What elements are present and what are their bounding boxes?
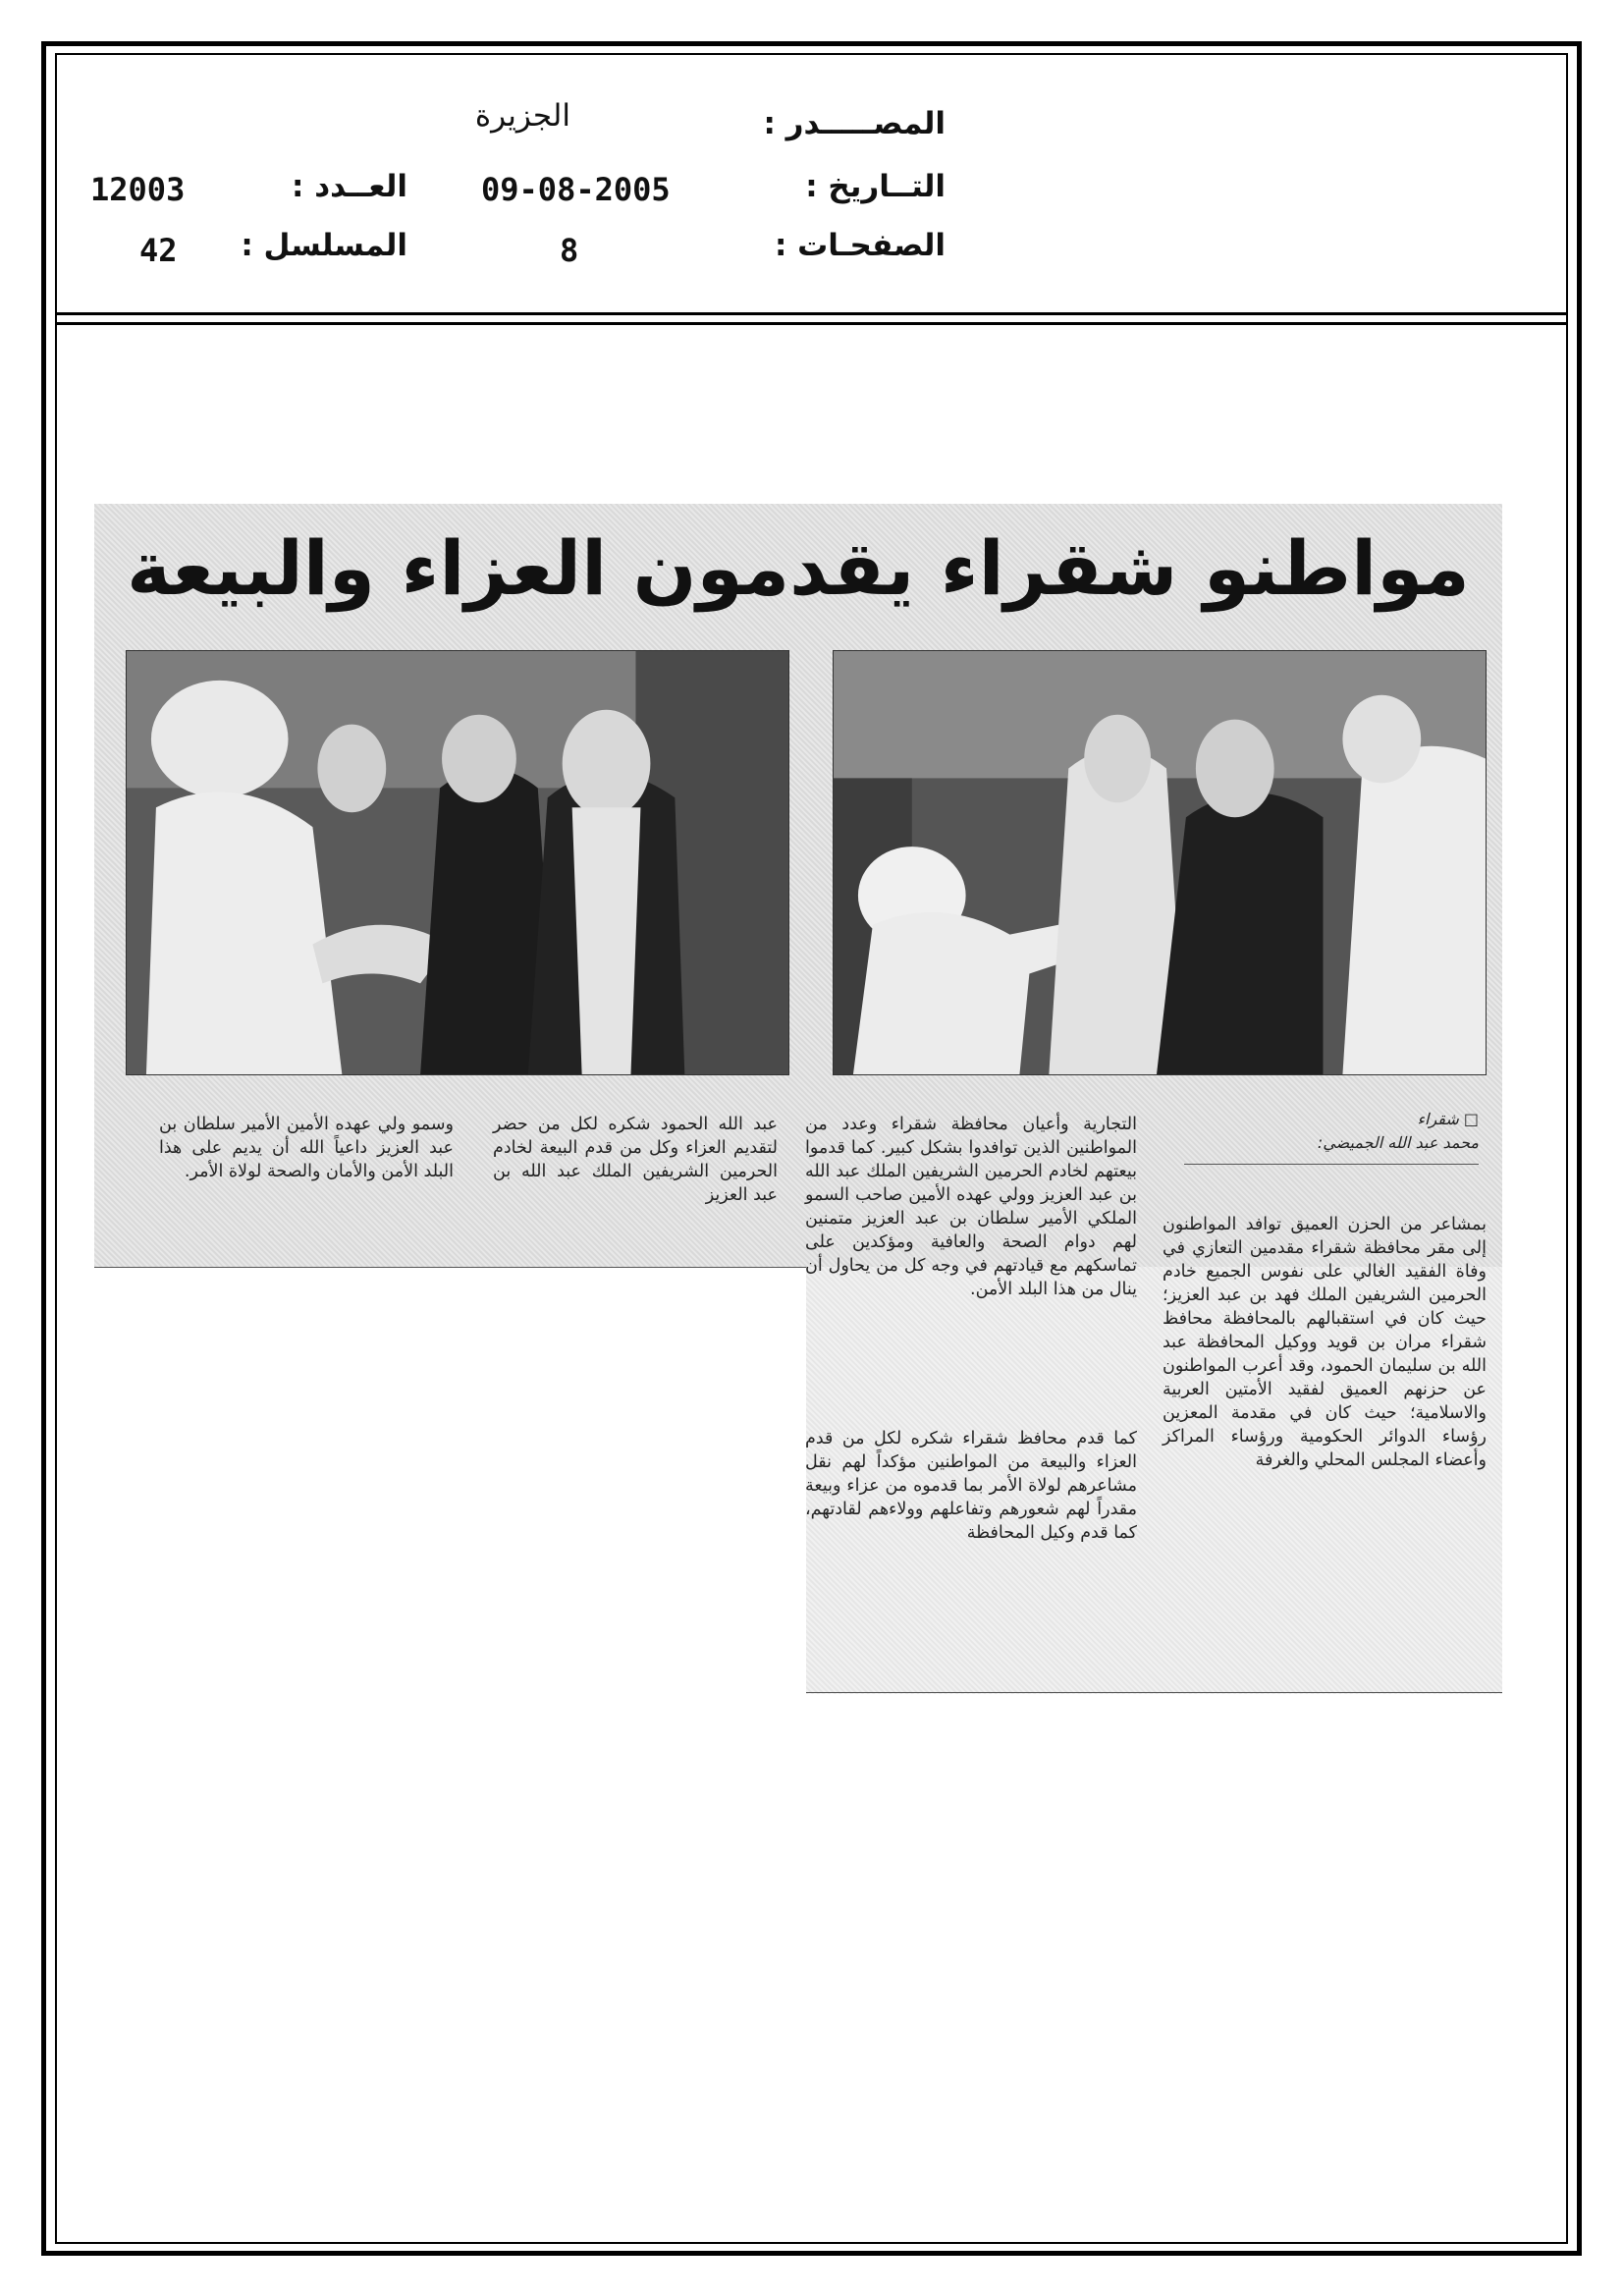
section-rule-left [94,1267,806,1268]
date-label: التــاريخ : [805,169,946,204]
newspaper-clipping [94,504,1502,1694]
date-value: 09-08-2005 [481,171,671,208]
byline-rule [1184,1164,1479,1165]
issue-value: 12003 [90,171,186,208]
byline-place: □ شقراء [1417,1110,1479,1128]
article-column-2: التجارية وأعيان محافظة شقراء وعدد من المواطنين الذين توافدوا بشكل كبير. كما قدموا بيعتهم لخادم الحرمين الشريفين الملك عبد الله بن عبد العزيز وولي عهده الأمين صاحب السمو الملكي الأمير سلطان بن عبد العزيز متمنين لهم دوام الصحة والعافية ومؤكدين على تماسكهم مع قيادتهم في وجه كل من يحاول أن ينال من هذا البلد الأمن. [805,1115,1137,1299]
article-column-1: بمشاعر من الحزن العميق توافد المواطنون إلى مقر محافظة شقراء مقدمين التعازي في وفاة الفقيد الغالي على نفوس الجميع خادم الحرمين الشريفين الملك فهد بن عبد العزيز؛ حيث كان في استقبالهم بالمحافظة محافظ شقراء مران بن قويد ووكيل المحافظة عبد الله بن سليمان الحمود، وقد أعرب المواطنون عن حزنهم العميق لفقيد الأمتين العربية والاسلامية؛ حيث كان في مقدمة المعزين رؤساء الدوائر الحكومية ورؤساء المراكز وأعضاء المجلس المحلي والغرفة [1163,1215,1487,1470]
pages-label: الصفحـات : [774,228,946,263]
photo-right-image [834,651,1486,1074]
article-column-4: وسمو ولي عهده الأمين الأمير سلطان بن عبد العزيز داعياً الله أن يديم على هذا البلد الأمن والأمان والصحة لولاة الأمر. [159,1115,454,1181]
article-headline: مواطنو شقراء يقدمون العزاء والبيعة [127,523,1470,612]
header-divider-2 [55,322,1568,325]
source-label: المصـــــدر : [763,106,946,141]
issue-label: العــدد : [292,169,407,204]
header-divider [55,312,1568,315]
byline-author: محمد عبد الله الجميضي: [1317,1133,1479,1152]
pages-value: 8 [560,232,579,269]
source-value: الجزيرة [474,98,570,134]
section-rule-bottom [806,1692,1502,1693]
article-column-3: عبد الله الحمود شكره لكل من حضر لتقديم العزاء وكل من قدم البيعة لخادم الحرمين الشريفين الملك عبد الله بن عبد العزيز [493,1115,778,1205]
article-column-2b: كما قدم محافظ شقراء شكره لكل من قدم العزاء والبيعة من المواطنين مؤكداً لهم نقل مشاعرهم لولاة الأمر بما قدموه من عزاء وبيعة مقدراً لهم شعورهم وتفاعلهم وولاءهم لقادتهم، كما قدم وكيل المحافظة [805,1429,1137,1543]
photo-left-image [127,651,788,1074]
serial-value: 42 [139,232,178,269]
photo-right [833,650,1487,1075]
photo-left [126,650,789,1075]
serial-label: المسلسل : [241,228,407,263]
